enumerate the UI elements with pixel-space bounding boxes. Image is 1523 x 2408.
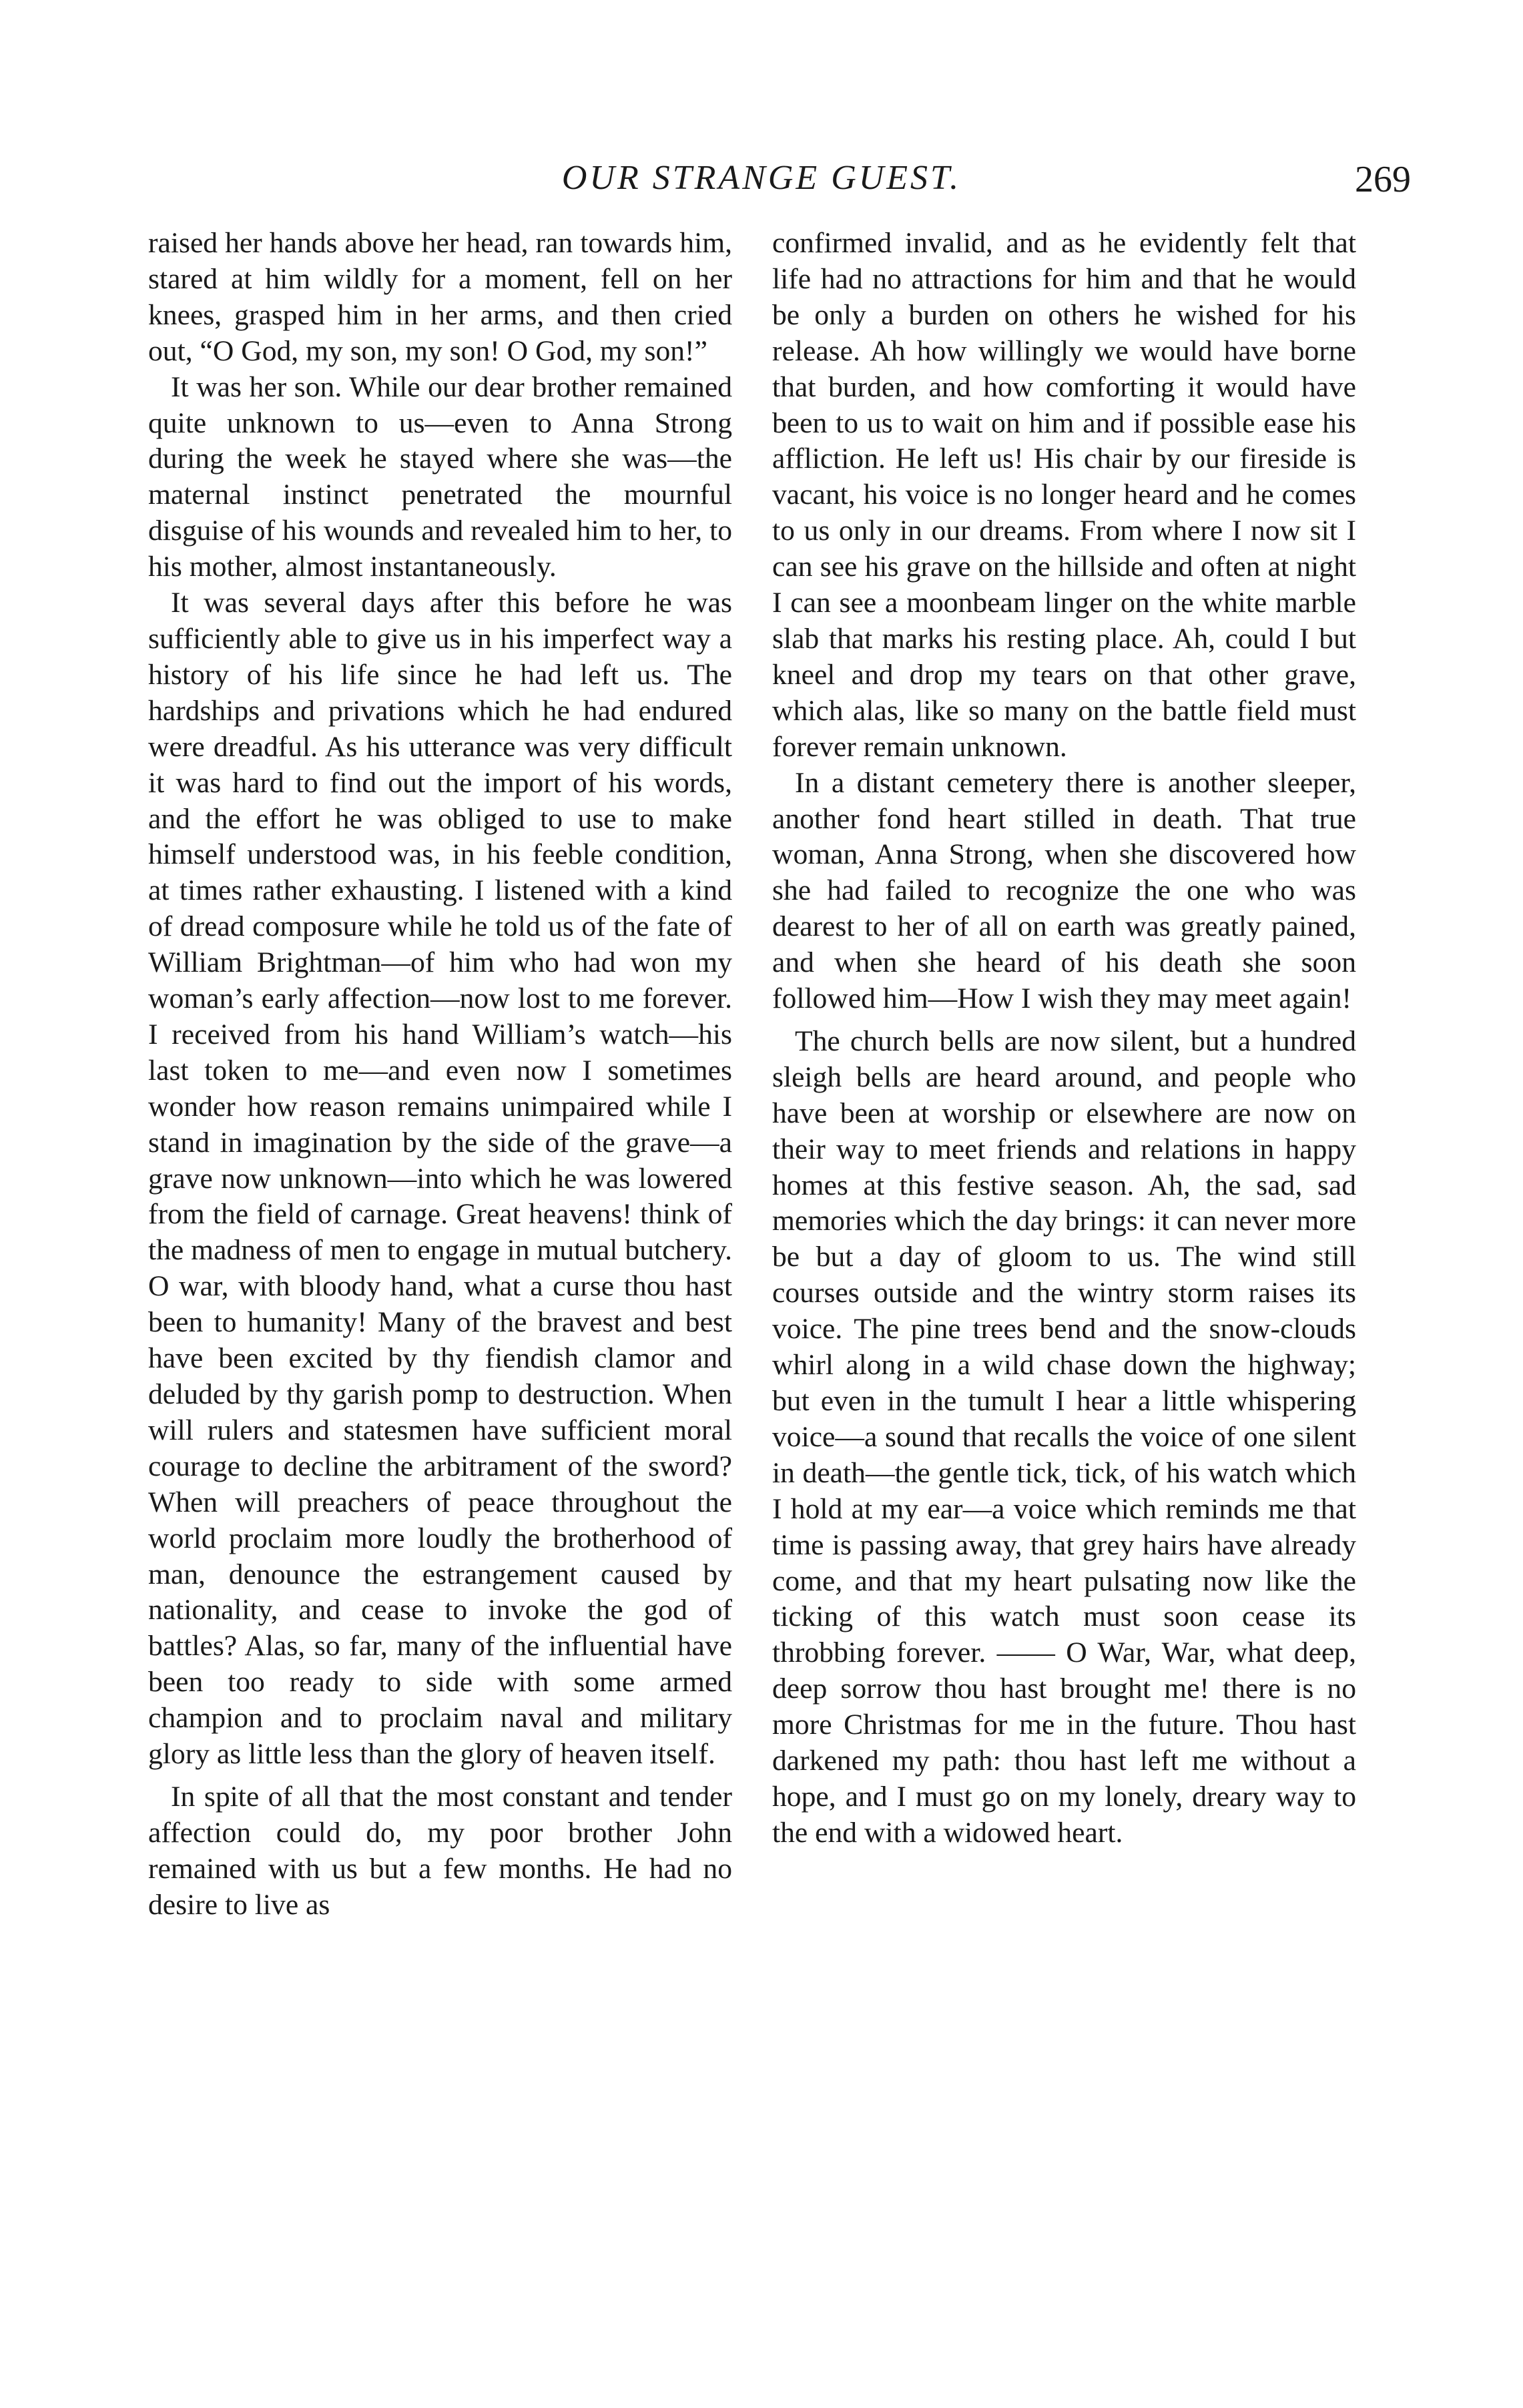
- paragraph: It was several days after this before he was sufficiently able to give us in his imperfect way a history of his life since he had left us. The hardships and privations which he had endured were dreadful. As his utterance was very difficult it was hard to find out the import of his words, and the effort he was obliged to use to make himself understood was, in his feeble condition, at times rather exhausting. I listened with a kind of dread composure while he told us of the fate of William Brightman—of him who had won my woman’s early affection—now lost to me forever. I received from his hand William’s watch—his last token to me—and even now I sometimes wonder how reason remains unimpaired while I stand in imagination by the side of the grave—a grave now unknown—into which he was lowered from the field of carnage. Great heavens! think of the madness of men to engage in mutual butchery. O war, with bloody hand, what a curse thou hast been to humanity! Many of the bravest and best have been excited by thy fiendish clamor and deluded by thy garish pomp to destruction. When will rulers and statesmen have sufficient moral courage to decline the arbitrament of the sword? When will preachers of peace throughout the world proclaim more loudly the brotherhood of man, denounce the estrangement caused by nationality, and cease to invoke the god of battles? Alas, so far, many of the influential have been too ready to side with some armed champion and to proclaim naval and military glory as little less than the glory of heaven itself.: [148, 587, 732, 1771]
- page-number: 269: [1355, 159, 1411, 200]
- running-title: OUR STRANGE GUEST.: [561, 159, 962, 197]
- paragraph: It was her son. While our dear brother remained quite unknown to us—even to Anna Strong during the week he stayed where she was—the maternal instinct penetrated the mournful disguise of his wounds and revealed him to her, to his mother, almost instantaneously.: [148, 370, 732, 583]
- paragraph: The church bells are now silent, but a hundred sleigh bells are heard around, and people who have been at worship or elsewhere are now on their way to meet friends and relations in happy homes at this festive season. Ah, the sad, sad memories which the day brings: it can never more be but a day of gloom to us. The wind still courses outside and the wintry storm raises its voice. The pine trees bend and the snow-clouds whirl along in a wild chase down the highway; but even in the tumult I hear a little whispering voice—a sound that recalls the voice of one silent in death—the gentle tick, tick, of his watch which I hold at my ear—a voice which reminds me that time is passing away, that grey hairs have already come, and that my heart pulsating now like the ticking of this watch must soon cease its throbbing forever. —— O War, War, what deep, deep sorrow thou hast brought me! there is no more Christmas for me in the future. Thou hast darkened my path: thou hast left me without a hope, and I must go on my lonely, dreary way to the end with a widowed heart.: [772, 1024, 1356, 1849]
- paragraph: raised her hands above her head, ran towards him, stared at him wildly for a moment, fell on her knees, grasped him in her arms, and then cried out, “O God, my son, my son! O God, my son!”: [148, 227, 732, 367]
- paragraph: In spite of all that the most constant and tender affection could do, my poor brother John remained with us but a few months. He had no desire to live as: [148, 1780, 732, 1921]
- paragraph: In a distant cemetery there is another sleeper, another fond heart stilled in death. That true woman, Anna Strong, when she discovered how she had failed to recognize the one who was dearest to her of all on earth was greatly pained, and when she heard of his death she soon followed him—How I wish they may meet again!: [772, 766, 1356, 1015]
- running-head: [0, 155, 1523, 215]
- right-column: [772, 226, 1356, 1851]
- paragraph: confirmed invalid, and as he evidently felt that life had no attractions for him and that he would be only a burden on others he wished for his release. Ah how willingly we would have borne that burden, and how comforting it would have been to us to wait on him and if possible ease his affliction. He left us! His chair by our fireside is vacant, his voice is no longer heard and he comes to us only in our dreams. From where I now sit I can see his grave on the hillside and often at night I can see a moonbeam linger on the white marble slab that marks his resting place. Ah, could I but kneel and drop my tears on that other grave, which alas, like so many on the battle field must forever remain unknown.: [772, 227, 1356, 763]
- left-column: [148, 226, 732, 1923]
